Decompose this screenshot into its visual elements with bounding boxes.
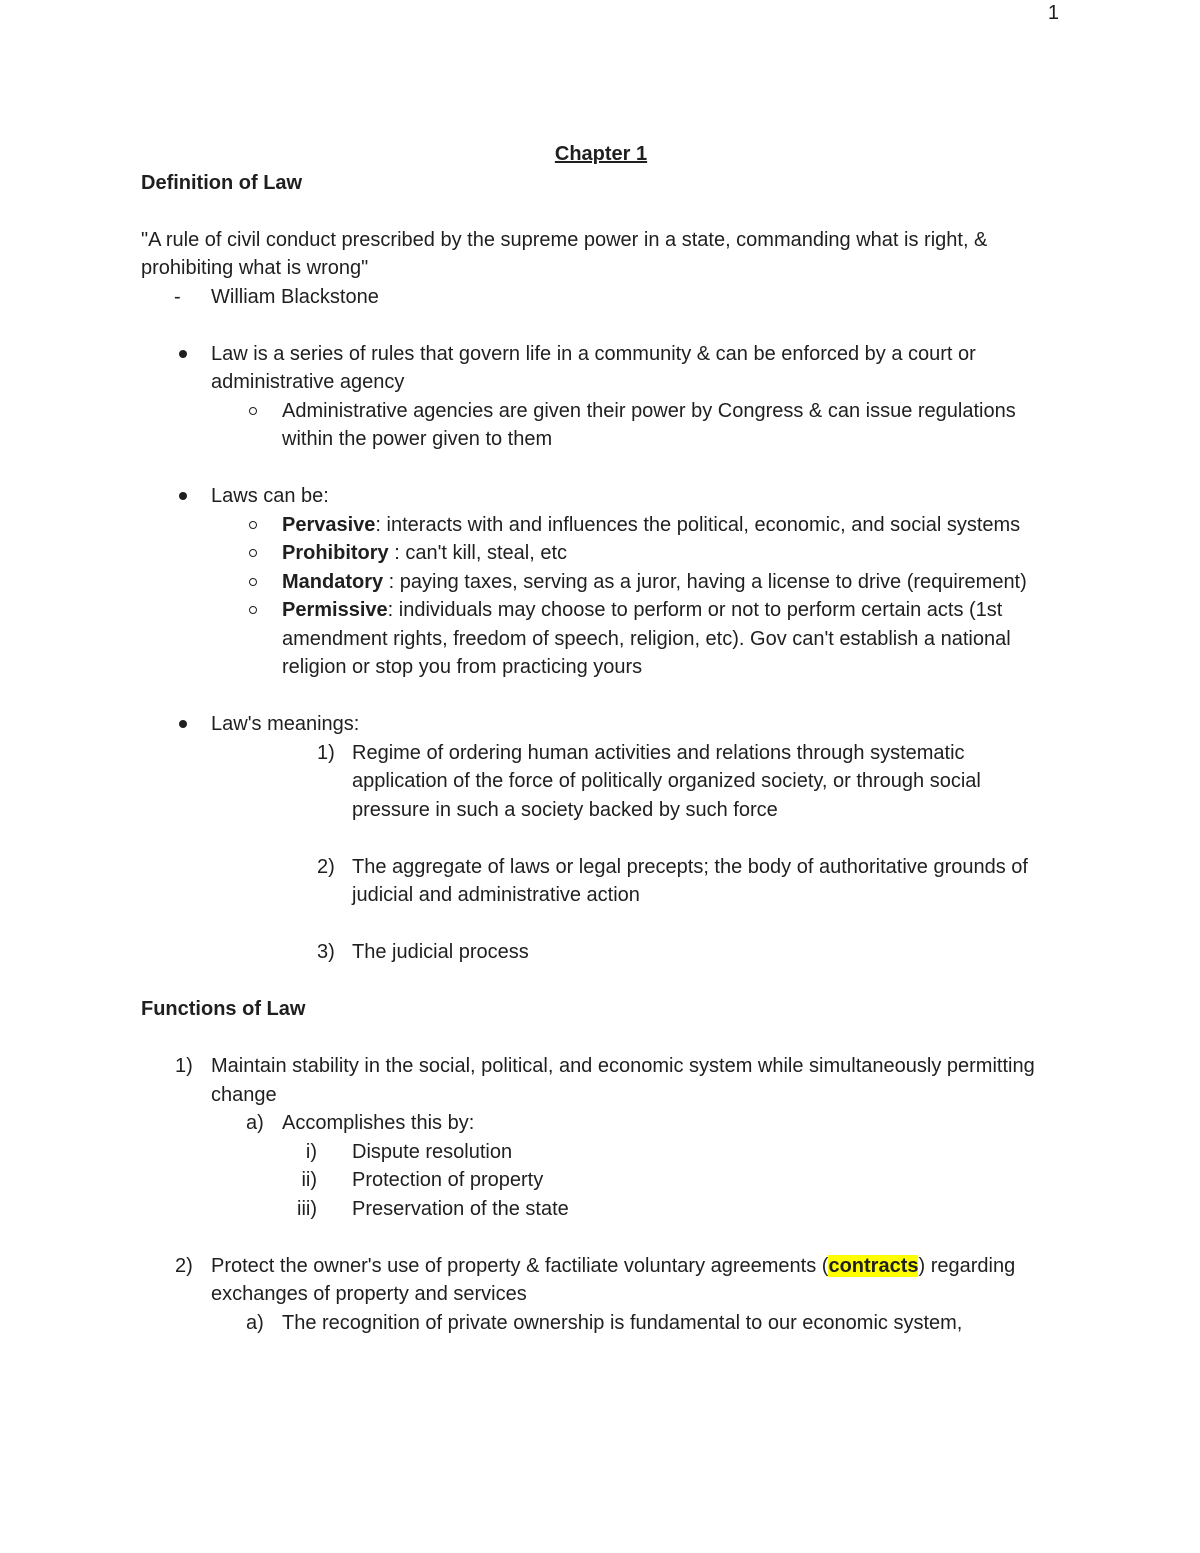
bullet-circle-icon bbox=[249, 407, 257, 415]
roman-text: Protection of property bbox=[352, 1169, 544, 1191]
roman-item bbox=[141, 1138, 1061, 1167]
law-type-desc: : can't kill, steal, etc bbox=[388, 542, 568, 564]
list-number: 1) bbox=[317, 741, 335, 764]
meaning-item bbox=[141, 739, 1061, 825]
law-type-item bbox=[141, 539, 1061, 568]
law-type-term: Prohibitory bbox=[282, 542, 389, 564]
bullet-text: Law is a series of rules that govern life in a community & can be enforced by a court or administrative agency bbox=[211, 342, 976, 393]
function-item bbox=[141, 1052, 1061, 1109]
sub-bullet-text: Administrative agencies are given their power by Congress & can issue regulations within the power given to them bbox=[282, 399, 1016, 450]
list-number: 3) bbox=[317, 941, 335, 963]
bullet-circle-icon bbox=[249, 578, 257, 586]
section-heading-functions: Functions of Law bbox=[141, 998, 306, 1020]
bullet-disc-icon bbox=[179, 720, 187, 728]
law-type-term: Mandatory bbox=[282, 570, 384, 593]
bullet-item bbox=[141, 710, 1061, 739]
law-type-item bbox=[141, 511, 1061, 540]
roman-item bbox=[141, 1166, 1061, 1195]
roman-numeral: i) bbox=[305, 1140, 317, 1163]
document-body bbox=[141, 140, 1061, 1337]
list-number: 2) bbox=[175, 1254, 193, 1277]
bullet-item bbox=[141, 482, 1061, 511]
law-type-desc: : interacts with and influences the political, economic, and social systems bbox=[375, 513, 1021, 536]
highlighted-term: contracts bbox=[828, 1254, 919, 1277]
law-type-term: Permissive bbox=[282, 599, 388, 621]
bullet-circle-icon bbox=[249, 606, 257, 614]
page-number: 1 bbox=[1047, 2, 1059, 24]
meaning-text: The aggregate of laws or legal precepts; the body of authoritative grounds of judicial and administrative action bbox=[352, 855, 1028, 906]
meaning-text: Regime of ordering human activities and relations through systematic application of the force of politically organized society, or through social pressure in such a society backed by such force bbox=[352, 741, 981, 821]
roman-text: Preservation of the state bbox=[352, 1197, 569, 1220]
chapter-title: Chapter 1 bbox=[554, 143, 648, 165]
law-type-desc: : paying taxes, serving as a juror, having a license to drive (requirement) bbox=[383, 570, 1027, 593]
law-type-term: Pervasive bbox=[282, 513, 376, 536]
roman-numeral: iii) bbox=[297, 1197, 317, 1220]
list-number: 2) bbox=[317, 855, 335, 878]
section-heading-definition: Definition of Law bbox=[141, 171, 303, 194]
attribution-text: William Blackstone bbox=[211, 285, 379, 308]
bullet-disc-icon bbox=[179, 350, 187, 358]
bullet-text: Law's meanings: bbox=[211, 713, 360, 735]
function-subtext: The recognition of private ownership is fundamental to our economic system, bbox=[282, 1311, 963, 1334]
bullet-text: Laws can be: bbox=[211, 485, 329, 507]
bullet-item bbox=[141, 340, 1061, 397]
list-letter: a) bbox=[246, 1311, 264, 1334]
meaning-item bbox=[141, 853, 1061, 910]
blackstone-quote: "A rule of civil conduct prescribed by the supreme power in a state, commanding what is right, & prohibiting what is wrong" bbox=[141, 228, 988, 279]
list-letter: a) bbox=[246, 1112, 264, 1134]
function-subitem bbox=[141, 1309, 1061, 1338]
function-item bbox=[141, 1252, 1061, 1309]
function-text-before: Protect the owner's use of property & factiliate voluntary agreements ( bbox=[211, 1254, 829, 1277]
law-type-item bbox=[141, 596, 1061, 682]
roman-item bbox=[141, 1195, 1061, 1224]
roman-numeral: ii) bbox=[301, 1169, 317, 1191]
meaning-item bbox=[141, 938, 1061, 967]
bullet-circle-icon bbox=[249, 521, 257, 529]
list-number: 1) bbox=[175, 1055, 193, 1077]
roman-text: Dispute resolution bbox=[352, 1140, 513, 1163]
function-subtext: Accomplishes this by: bbox=[282, 1112, 475, 1134]
function-text: Maintain stability in the social, political, and economic system while simultaneously permitting change bbox=[211, 1055, 1035, 1106]
function-subitem bbox=[141, 1109, 1061, 1138]
bullet-disc-icon bbox=[179, 492, 187, 500]
attribution bbox=[141, 283, 1061, 312]
dash-marker: - bbox=[174, 285, 181, 308]
meaning-text: The judicial process bbox=[352, 941, 529, 963]
sub-bullet-item bbox=[141, 397, 1061, 454]
function-text-after: ) regarding exchanges of property and services bbox=[211, 1254, 1016, 1305]
law-type-desc: : individuals may choose to perform or not to perform certain acts (1st amendment rights, freedom of speech, religion, etc). Gov can't establish a national religion or stop you from practicing yours bbox=[282, 599, 1011, 678]
law-type-item bbox=[141, 568, 1061, 597]
bullet-circle-icon bbox=[249, 549, 257, 557]
